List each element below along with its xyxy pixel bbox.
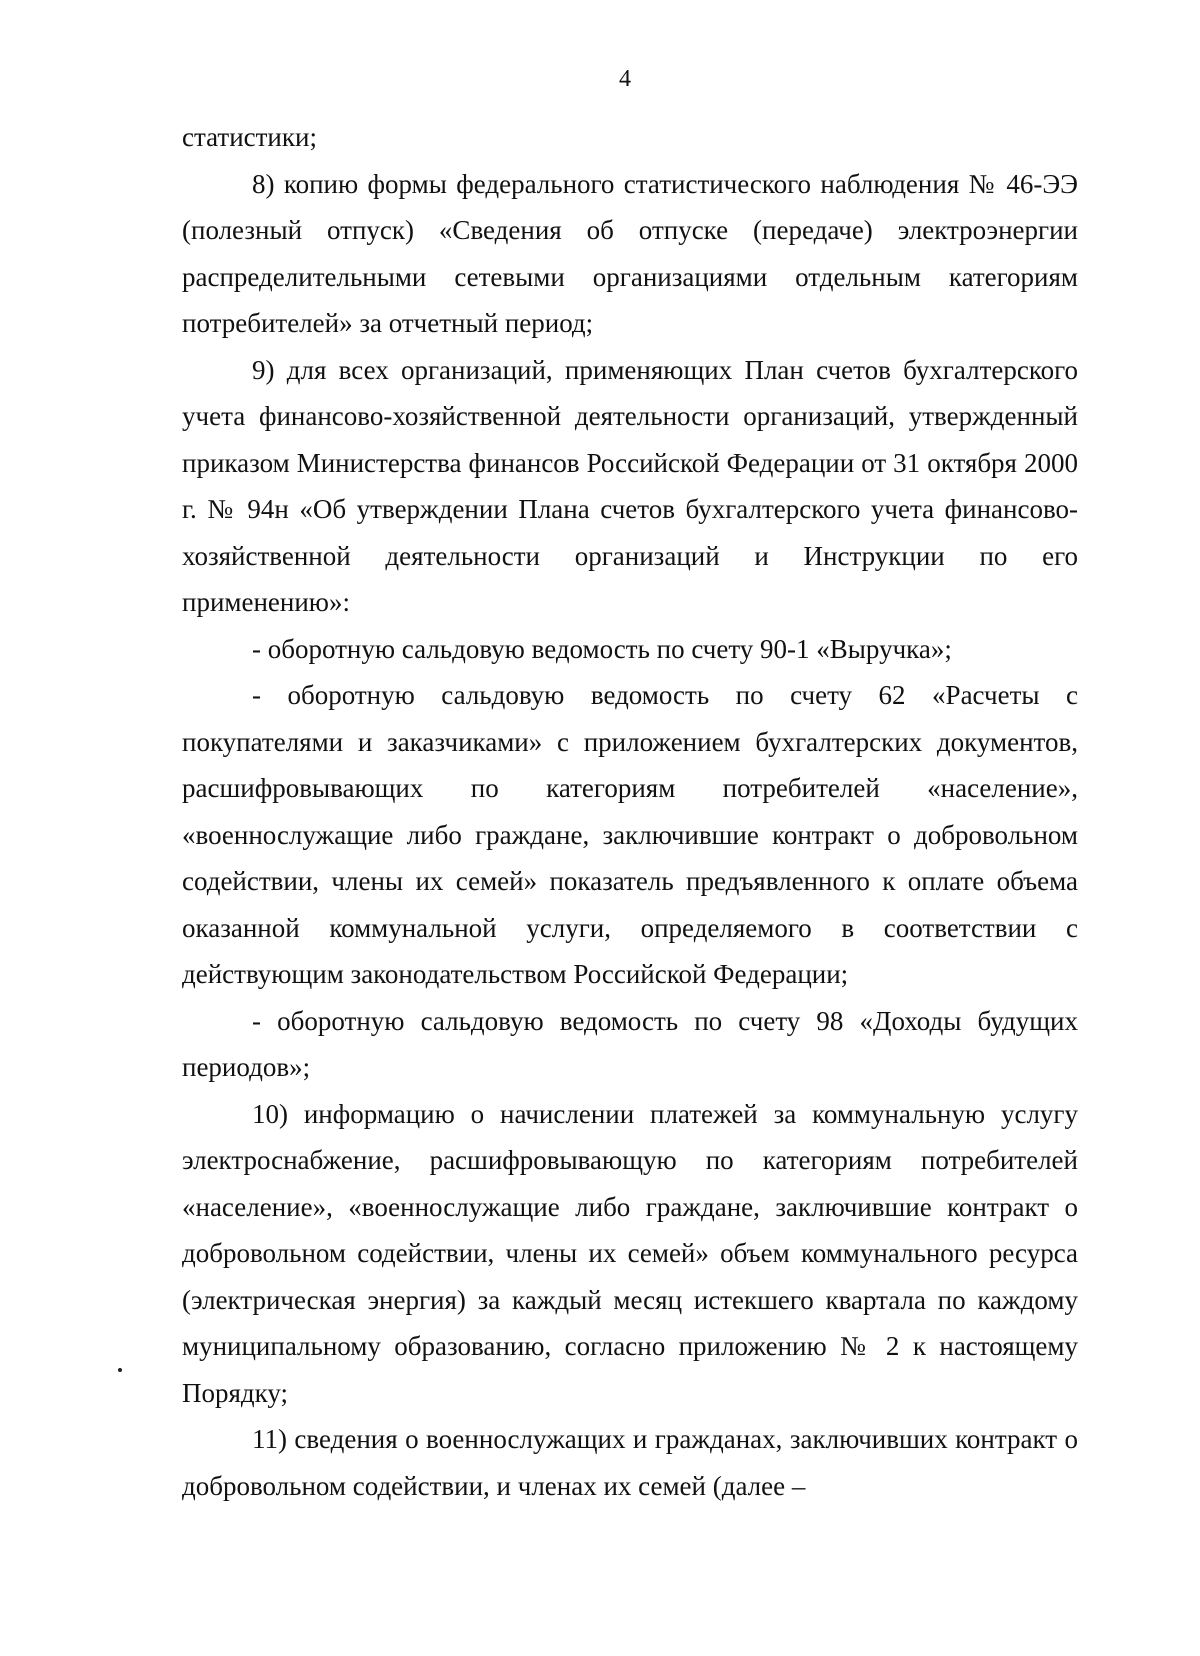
paragraph-item-9: 9) для всех организаций, применяющих План счетов бухгалтерского учета финансово-хозяйственной деятельности организаций, утвержденный приказом Министерства финансов Российской Федерации от 31 октября 2000 г. № 94н «Об утверждении Плана счетов бухгалтерского учета финансово-хозяйственной деятельности организаций и Инструкции по его применению»: — [182, 354, 1078, 617]
paragraph-item-10: 10) информацию о начислении платежей за коммунальную услугу электроснабжение, расшифровывающую по категориям потребителей «население», «военнослужащие либо граждане, заключившие контракт о добровольном содействии, члены их семей» объем коммунального ресурса (электрическая энергия) за каждый месяц истекшего квартала по каждому муниципальному образованию, согласно приложению № 2 к настоящему Порядку; — [182, 1098, 1078, 1408]
paragraph-sub-90-1: - оборотную сальдовую ведомость по счету 90-1 «Выручка»; — [252, 633, 952, 664]
paragraph-sub-98: - оборотную сальдовую ведомость по счету 98 «Доходы будущих периодов»; — [182, 1005, 1078, 1082]
document-body — [182, 114, 1078, 1509]
page-number: 4 — [619, 66, 631, 92]
paragraph-item-11: 11) сведения о военнослужащих и гражданах, заключивших контракт о добровольном содействии, и членах их семей (далее – — [182, 1424, 1078, 1501]
scan-speck-mark — [118, 1368, 122, 1372]
paragraph-continuation: статистики; — [182, 122, 317, 152]
paragraph-sub-62: - оборотную сальдовую ведомость по счету 62 «Расчеты с покупателями и заказчиками» с приложением бухгалтерских документов, расшифровывающих по категориям потребителей «население», «военнослужащие либо граждане, заключившие контракт о добровольном содействии, члены их семей» показатель предъявленного к оплате объема оказанной коммунальной услуги, определяемого в соответствии с действующим законодательством Российской Федерации; — [182, 680, 1078, 989]
paragraph-item-8: 8) копию формы федерального статистического наблюдения № 46-ЭЭ (полезный отпуск) «Сведения об отпуске (передаче) электроэнергии распределительными сетевыми организациями отдельным категориям потребителей» за отчетный период; — [182, 168, 1078, 338]
